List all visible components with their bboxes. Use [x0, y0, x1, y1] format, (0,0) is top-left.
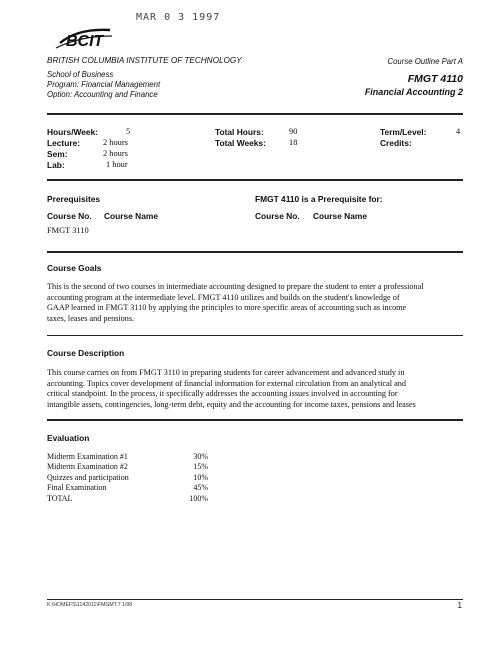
bcit-logo [54, 22, 114, 52]
course-description-text [47, 368, 472, 410]
evaluation-row [47, 483, 217, 493]
description-divider [47, 419, 463, 421]
prerequisites-divider [47, 251, 463, 253]
evaluation-row [47, 473, 217, 483]
description-line: intangible assets, contingencies, long-term debt, equity and the accounting for income taxes, pensions and leases [47, 399, 416, 409]
evaluation-weight: 100% [189, 493, 208, 503]
lab-label: Lab: [47, 160, 65, 170]
evaluation-table [47, 452, 217, 504]
total-weeks-value: 18 [289, 138, 298, 147]
program-name: Program: Financial Management [47, 80, 161, 89]
footer-divider [47, 599, 463, 600]
bcit-logo-graphic [54, 22, 114, 52]
evaluation-row [47, 452, 217, 462]
footer-file-path: K:\HOMEFS\1142011\FMGMT.7 1/98 [47, 602, 133, 608]
received-date-stamp: MAR 0 3 1997 [136, 12, 221, 23]
evaluation-item: Final Examination [47, 483, 107, 493]
total-hours-label: Total Hours: [215, 127, 264, 137]
evaluation-heading: Evaluation [47, 433, 90, 443]
evaluation-item: TOTAL [47, 493, 73, 503]
prereq-for-course-no-header: Course No. [255, 211, 300, 221]
course-description-heading: Course Description [47, 348, 125, 358]
course-goals-heading: Course Goals [47, 263, 102, 273]
course-title: Financial Accounting 2 [364, 87, 463, 97]
evaluation-weight: 30% [193, 452, 208, 461]
lecture-label: Lecture: [47, 138, 81, 148]
evaluation-weight: 10% [193, 472, 208, 482]
prerequisites-heading: Prerequisites [47, 194, 101, 204]
outline-part-label: Course Outline Part A [387, 57, 463, 66]
course-code: FMGT 4110 [407, 73, 463, 85]
evaluation-row-total [47, 494, 217, 504]
description-line: This course carries on from FMGT 3110 in preparing students for career advancement and advanced study in [47, 368, 405, 377]
goals-line: taxes, leases and pensions. [47, 313, 135, 323]
prereq-for-course-name-header: Course Name [313, 211, 367, 221]
course-goals-text [47, 282, 472, 324]
total-hours-value: 90 [289, 127, 298, 136]
total-weeks-label: Total Weeks: [215, 138, 266, 148]
lab-value: 1 hour [106, 160, 128, 169]
evaluation-item: Quizzes and participation [47, 472, 129, 482]
credits-label: Credits: [380, 138, 412, 148]
hours-week-value: 5 [126, 127, 131, 136]
sem-label: Sem: [47, 149, 68, 159]
description-line: accounting. Topics cover development of financial information for external circulation from an analytical and [47, 378, 406, 388]
evaluation-item: Midterm Examination #2 [47, 462, 128, 472]
evaluation-weight: 15% [193, 462, 208, 472]
goals-line: This is the second of two courses in intermediate accounting designed to prepare the student to enter a professional [47, 282, 424, 291]
prerequisite-course: FMGT 3110 [47, 226, 89, 235]
page-number: 1 [457, 601, 462, 610]
option-name: Option: Accounting and Finance [47, 90, 158, 99]
lecture-value: 2 hours [103, 138, 128, 147]
term-level-value: 4 [456, 127, 461, 136]
description-line: critical standpoint. In the process, it specifically addresses the accounting issues involved in accounting for [47, 389, 398, 399]
institution-name: BRITISH COLUMBIA INSTITUTE OF TECHNOLOGY [47, 56, 242, 65]
term-level-label: Term/Level: [380, 127, 427, 137]
prereq-course-no-header: Course No. [47, 211, 92, 221]
header-divider [47, 113, 463, 115]
school-name: School of Business [47, 70, 114, 79]
evaluation-row [47, 462, 217, 472]
goals-line: GAAP learned in FMGT 3110 by applying the principles to more specific areas of accounting such as income [47, 303, 407, 313]
hours-divider [47, 179, 463, 181]
bcit-logo-text: BCIT [66, 33, 104, 50]
goals-divider [47, 335, 463, 336]
goals-line: accounting program at the intermediate level. FMGT 4110 utilizes and builds on the student's knowledge of [47, 292, 400, 302]
hours-week-label: Hours/Week: [47, 127, 99, 137]
prereq-course-name-header: Course Name [104, 211, 158, 221]
evaluation-weight: 45% [193, 483, 208, 493]
evaluation-item: Midterm Examination #1 [47, 452, 128, 461]
prerequisite-for-heading: FMGT 4110 is a Prerequisite for: [255, 194, 383, 204]
sem-value: 2 hours [103, 149, 128, 158]
